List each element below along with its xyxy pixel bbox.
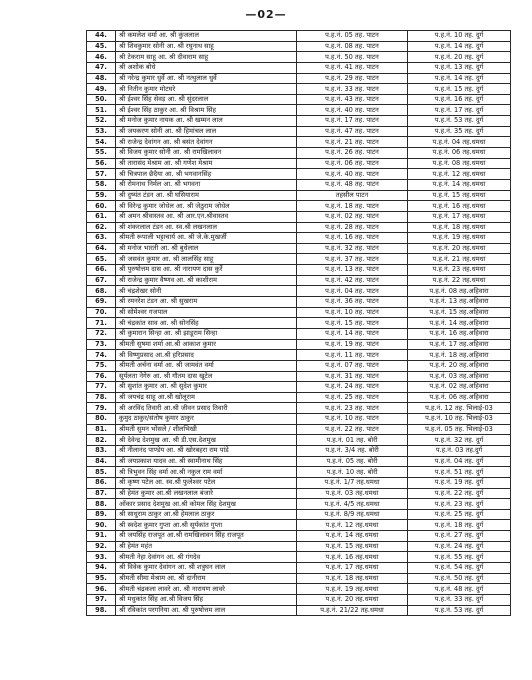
table-row (87, 169, 511, 180)
employee-name-cell: श्रीमती चंद्रकला लावरे आ. श्री नारायण लावरे (116, 584, 297, 595)
table-row (87, 254, 511, 265)
employee-name-cell: श्रीमती रूपाली भट्टाचार्य आ. श्री जे.के.मुखर्जी (116, 233, 297, 244)
serial-number-cell: 96. (87, 584, 116, 595)
employee-name-cell: श्रीमती सुषमा शर्मा आ.श्री आकाश कुमार (116, 339, 297, 350)
table-row (87, 307, 511, 318)
table-row (87, 382, 511, 393)
current-posting-cell: प.ह.नं. 20 तह.धमधा (297, 594, 408, 605)
table-row (87, 392, 511, 403)
new-posting-cell: प.ह.नं. 48 तह. दुर्ग (408, 584, 511, 595)
new-posting-cell: प.ह.नं. 54 तह. दुर्ग (408, 563, 511, 574)
serial-number-cell: 74. (87, 350, 116, 361)
current-posting-cell: प.ह.नं. 3/4 तह. बोरी (297, 445, 408, 456)
serial-number-cell: 60. (87, 201, 116, 212)
serial-number-cell: 84. (87, 456, 116, 467)
current-posting-cell: प.ह.नं. 50 तह. पाटन (297, 52, 408, 63)
new-posting-cell: प.ह.नं. 14 तह.अहिवारा (408, 318, 511, 329)
new-posting-cell: प.ह.नं. 04 तह. दुर्ग (408, 456, 511, 467)
serial-number-cell: 57. (87, 169, 116, 180)
new-posting-cell: प.ह.नं. 15 तह.धमधा (408, 190, 511, 201)
employee-name-cell: श्री जयसिंह राजपूत आ.श्री रामखिलावन सिंह राजपूत (116, 531, 297, 542)
employee-name-cell: श्री ईश्वर सिंह सेवड़ आ. श्री सुंदरलाल (116, 94, 297, 105)
serial-number-cell: 73. (87, 339, 116, 350)
employee-name-cell: श्रीमती नेहा देवांगन आ. श्री गंगदेव (116, 552, 297, 563)
table-row (87, 137, 511, 148)
table-row (87, 222, 511, 233)
serial-number-cell: 86. (87, 477, 116, 488)
employee-name-cell: श्री नरेन्द्र कुमार धुर्वे आ. श्री नत्थुलाल धुर्वे (116, 73, 297, 84)
serial-number-cell: 49. (87, 84, 116, 95)
current-posting-cell: प.ह.नं. 42 तह. पाटन (297, 275, 408, 286)
new-posting-cell: प.ह.नं. 17 तह. दुर्ग (408, 105, 511, 116)
current-posting-cell: प.ह.नं. 24 तह. पाटन (297, 382, 408, 393)
serial-number-cell: 58. (87, 179, 116, 190)
serial-number-cell: 69. (87, 297, 116, 308)
employee-name-cell: श्री स्वदेश कुमार गुप्ता आ.श्री सूर्यकांत गुप्ता (116, 520, 297, 531)
employee-name-cell: श्री नीलानंद पाण्डेय आ. श्री खोरबहरा राम पांडे (116, 445, 297, 456)
current-posting-cell: प.ह.नं. 37 तह. पाटन (297, 254, 408, 265)
current-posting-cell: प.ह.नं. 06 तह. पाटन (297, 158, 408, 169)
serial-number-cell: 79. (87, 403, 116, 414)
current-posting-cell: प.ह.नं. 32 तह. पाटन (297, 243, 408, 254)
current-posting-cell: प.ह.नं. 17 तह.धमधा (297, 563, 408, 574)
current-posting-cell: प.ह.नं. 15 तह.धमधा (297, 541, 408, 552)
new-posting-cell: प.ह.नं. 03 तह.अहिवारा (408, 371, 511, 382)
new-posting-cell: प.ह.नं. 55 तह. दुर्ग (408, 552, 511, 563)
serial-number-cell: 65. (87, 254, 116, 265)
table-row (87, 594, 511, 605)
employee-name-cell: श्री जयचंद्र साहू आ.श्री खोलूराम (116, 392, 297, 403)
current-posting-cell: प.ह.नं. 33 तह. पाटन (297, 84, 408, 95)
current-posting-cell: प.ह.नं. 31 तह. पाटन (297, 371, 408, 382)
employee-name-cell: श्री मधुकांत सिंह आ.श्री विजय सिंह (116, 594, 297, 605)
serial-number-cell: 68. (87, 286, 116, 297)
table-row (87, 350, 511, 361)
serial-number-cell: 53. (87, 126, 116, 137)
new-posting-cell: प.ह.नं. 22 तह.धमधा (408, 275, 511, 286)
table-row (87, 233, 511, 244)
current-posting-cell: प.ह.नं. 15 तह. पाटन (297, 318, 408, 329)
table-row (87, 73, 511, 84)
serial-number-cell: 51. (87, 105, 116, 116)
new-posting-cell: प.ह.नं. 24 तह. दुर्ग (408, 541, 511, 552)
new-posting-cell: प.ह.नं. 20 तह.अहिवारा (408, 360, 511, 371)
current-posting-cell: प.ह.नं. 28 तह. पाटन (297, 222, 408, 233)
table-row (87, 318, 511, 329)
serial-number-cell: 98. (87, 605, 116, 616)
serial-number-cell: 81. (87, 424, 116, 435)
serial-number-cell: 88. (87, 499, 116, 510)
employee-name-cell: श्री शंकरलाल टंडन आ. स्व.श्री लखनलाल (116, 222, 297, 233)
table-row (87, 605, 511, 616)
current-posting-cell: प.ह.नं. 17 तह. पाटन (297, 116, 408, 127)
current-posting-cell: प.ह.नं. 19 तह. पाटन (297, 339, 408, 350)
serial-number-cell: 80. (87, 414, 116, 425)
serial-number-cell: 46. (87, 52, 116, 63)
table-row (87, 584, 511, 595)
table-row (87, 328, 511, 339)
current-posting-cell: प.ह.नं. 8/9 तह.धमधा (297, 509, 408, 520)
transfer-table-body (87, 31, 511, 616)
serial-number-cell: 59. (87, 190, 116, 201)
current-posting-cell: प.ह.नं. 1/7 तह.धमधा (297, 477, 408, 488)
new-posting-cell: प.ह.नं. 17 तह.अहिवारा (408, 339, 511, 350)
table-row (87, 201, 511, 212)
employee-name-cell: श्री विजय कुमार सोनी आ. श्री रामखिलावन (116, 148, 297, 159)
employee-name-cell: श्री कृष्ण पटेल आ. स्व.श्री फुलेश्वर पटेल (116, 477, 297, 488)
employee-name-cell: श्री दुष्यंत टंडन आ. श्री घसियाराम (116, 190, 297, 201)
new-posting-cell: प.ह.नं. 15 तह.अहिवारा (408, 307, 511, 318)
current-posting-cell: प.ह.नं. 29 तह. पाटन (297, 73, 408, 84)
table-row (87, 445, 511, 456)
serial-number-cell: 93. (87, 552, 116, 563)
employee-name-cell: श्री अरविंद तिवारी आ.श्री जीवन प्रसाद तिवारी (116, 403, 297, 414)
current-posting-cell: प.ह.नं. 11 तह. पाटन (297, 350, 408, 361)
serial-number-cell: 72. (87, 328, 116, 339)
employee-name-cell: श्री चित्रपाल छैदैया आ. श्री भगवानसिंह (116, 169, 297, 180)
serial-number-cell: 62. (87, 222, 116, 233)
current-posting-cell: प.ह.नं. 43 तह. पाटन (297, 94, 408, 105)
current-posting-cell: प.ह.नं. 21 तह. पाटन (297, 137, 408, 148)
current-posting-cell: प.ह.नं. 16 तह. पाटन (297, 233, 408, 244)
table-row (87, 148, 511, 159)
serial-number-cell: 97. (87, 594, 116, 605)
serial-number-cell: 61. (87, 211, 116, 222)
employee-name-cell: श्री जसवंत कुमार आ. श्री लालसिंह साहू (116, 254, 297, 265)
serial-number-cell: 45. (87, 41, 116, 52)
table-row (87, 94, 511, 105)
current-posting-cell: तहसील पाटन (297, 190, 408, 201)
table-row (87, 84, 511, 95)
employee-name-cell: श्री अमन श्रीवास्तव आ. श्री आर.एन.श्रीवास्तव (116, 211, 297, 222)
page-number: —02— (245, 8, 287, 21)
new-posting-cell: प.ह.नं. 13 तह.अहिवारा (408, 297, 511, 308)
current-posting-cell: प.ह.नं. 10 तह. बोरी (297, 467, 408, 478)
current-posting-cell: प.ह.नं. 04 तह. पाटन (297, 286, 408, 297)
employee-name-cell: श्री त्रिभुवन सिंह वर्मा आ.श्री नकुल राम वर्मा (116, 467, 297, 478)
employee-name-cell: श्री सोमेश्वर गजपाल (116, 307, 297, 318)
employee-name-cell: श्री विवेक कुमार देवांगन आ. श्री शत्रुघन लाल (116, 563, 297, 574)
new-posting-cell: प.ह.नं. 50 तह. दुर्ग (408, 573, 511, 584)
table-row (87, 552, 511, 563)
new-posting-cell: प.ह.नं. 03 तह.दुर्ग (408, 445, 511, 456)
table-row (87, 360, 511, 371)
employee-name-cell: श्री कुमारान सिन्हा आ. श्री झाडूराम सिन्हा (116, 328, 297, 339)
new-posting-cell: प.ह.नं. 51 तह. दुर्ग (408, 467, 511, 478)
current-posting-cell: प.ह.नं. 25 तह. पाटन (297, 392, 408, 403)
new-posting-cell: प.ह.नं. 10 तह. दुर्ग (408, 31, 511, 42)
employee-name-cell: श्रीमती सुमन भोंसले / शीलभिखी (116, 424, 297, 435)
table-row (87, 541, 511, 552)
table-row (87, 190, 511, 201)
current-posting-cell: प.ह.नं. 21/22 तह.धमधा (297, 605, 408, 616)
serial-number-cell: 56. (87, 158, 116, 169)
table-row (87, 414, 511, 425)
new-posting-cell: प.ह.नं. 25 तह. दुर्ग (408, 509, 511, 520)
new-posting-cell: प.ह.नं. 18 तह.धमधा (408, 222, 511, 233)
employee-name-cell: श्री मनोज कुमार नायक आ. श्री खम्मन लाल (116, 116, 297, 127)
employee-name-cell: श्री रविकांत परगनिया आ. श्री पुरुषोत्तम लाल (116, 605, 297, 616)
new-posting-cell: प.ह.नं. 12 तह. भिलाई-03 (408, 403, 511, 414)
employee-name-cell: श्री विष्णुप्रसाद आ.श्री हरिप्रसाद (116, 350, 297, 361)
employee-name-cell: कुमुद ठाकुर/संतोष कुमार ठाकुर (116, 414, 297, 425)
new-posting-cell: प.ह.नं. 33 तह. दुर्ग (408, 594, 511, 605)
serial-number-cell: 94. (87, 563, 116, 574)
new-posting-cell: प.ह.नं. 23 तह. दुर्ग (408, 499, 511, 510)
table-row (87, 531, 511, 542)
current-posting-cell: प.ह.नं. 02 तह. पाटन (297, 211, 408, 222)
employee-name-cell: श्री जयकरण सोनी आ. श्री हिमांचल लाल (116, 126, 297, 137)
new-posting-cell: प.ह.नं. 53 तह. दुर्ग (408, 605, 511, 616)
serial-number-cell: 78. (87, 392, 116, 403)
current-posting-cell: प.ह.नं. 16 तह.धमधा (297, 552, 408, 563)
current-posting-cell: प.ह.नं. 40 तह. पाटन (297, 169, 408, 180)
current-posting-cell: प.ह.नं. 03 तह.धमधा (297, 488, 408, 499)
table-row (87, 179, 511, 190)
new-posting-cell: प.ह.नं. 21 तह.धमधा (408, 254, 511, 265)
employee-name-cell: श्री विरेन्द्र कुमार जोधेल आ. श्री जेठुराम जोधेल (116, 201, 297, 212)
current-posting-cell: प.ह.नं. 4/5 तह.धमधा (297, 499, 408, 510)
new-posting-cell: प.ह.नं. 32 तह. दुर्ग (408, 435, 511, 446)
new-posting-cell: प.ह.नं. 08 तह.धमधा (408, 158, 511, 169)
table-row (87, 371, 511, 382)
employee-name-cell: श्री ईश्वर सिंह ठाकुर आ. श्री विश्राम सिंह (116, 105, 297, 116)
table-row (87, 211, 511, 222)
serial-number-cell: 67. (87, 275, 116, 286)
table-row (87, 488, 511, 499)
employee-name-cell: श्री पुरुषोत्तम दास आ. श्री नारायण दास कुर्रे (116, 265, 297, 276)
serial-number-cell: 70. (87, 307, 116, 318)
new-posting-cell: प.ह.नं. 27 तह. दुर्ग (408, 531, 511, 542)
table-row (87, 243, 511, 254)
table-row (87, 520, 511, 531)
current-posting-cell: प.ह.नं. 05 तह. बोरी (297, 456, 408, 467)
current-posting-cell: प.ह.नं. 05 तह. पाटन (297, 31, 408, 42)
table-row (87, 297, 511, 308)
new-posting-cell: प.ह.नं. 22 तह. दुर्ग (408, 488, 511, 499)
new-posting-cell: प.ह.नं. 18 तह. दुर्ग (408, 520, 511, 531)
table-row (87, 467, 511, 478)
new-posting-cell: प.ह.नं. 12 तह.धमधा (408, 169, 511, 180)
current-posting-cell: प.ह.नं. 01 तह. बोरी (297, 435, 408, 446)
new-posting-cell: प.ह.नं. 15 तह. दुर्ग (408, 84, 511, 95)
serial-number-cell: 82. (87, 435, 116, 446)
employee-name-cell: श्रीमती सीमा मेश्राम आ. श्री दानीराम (116, 573, 297, 584)
serial-number-cell: 71. (87, 318, 116, 329)
employee-name-cell: श्री नितीन कुमार मोटघरे (116, 84, 297, 95)
new-posting-cell: प.ह.नं. 16 तह. दुर्ग (408, 94, 511, 105)
serial-number-cell: 48. (87, 73, 116, 84)
employee-name-cell: श्री रमनरेश टंडन आ. श्री सुखराम (116, 297, 297, 308)
serial-number-cell: 50. (87, 94, 116, 105)
current-posting-cell: प.ह.नं. 07 तह. पाटन (297, 360, 408, 371)
current-posting-cell: प.ह.नं. 48 तह. पाटन (297, 179, 408, 190)
current-posting-cell: प.ह.नं. 18 तह. पाटन (297, 201, 408, 212)
employee-name-cell: श्री राजेन्द्र देवांगन आ. श्री बसंत देवांगन (116, 137, 297, 148)
new-posting-cell: प.ह.नं. 08 तह.अहिवारा (408, 286, 511, 297)
new-posting-cell: प.ह.नं. 16 तह.धमधा (408, 201, 511, 212)
current-posting-cell: प.ह.नं. 14 तह.धमधा (297, 531, 408, 542)
current-posting-cell: प.ह.नं. 40 तह. पाटन (297, 105, 408, 116)
table-row (87, 563, 511, 574)
current-posting-cell: प.ह.नं. 18 तह.धमधा (297, 573, 408, 584)
new-posting-cell: प.ह.नं. 20 तह. दुर्ग (408, 52, 511, 63)
current-posting-cell: प.ह.नं. 14 तह. पाटन (297, 328, 408, 339)
serial-number-cell: 66. (87, 265, 116, 276)
serial-number-cell: 83. (87, 445, 116, 456)
new-posting-cell: प.ह.नं. 14 तह.धमधा (408, 179, 511, 190)
employee-name-cell: श्री अशोक बोधे (116, 62, 297, 73)
current-posting-cell: प.ह.नं. 36 तह. पाटन (297, 297, 408, 308)
table-row (87, 456, 511, 467)
employee-name-cell: श्री शिवकुमार सोनी आ. श्री रघुनाथ साहू (116, 41, 297, 52)
new-posting-cell: प.ह.नं. 06 तह.अहिवारा (408, 392, 511, 403)
table-row (87, 116, 511, 127)
current-posting-cell: प.ह.नं. 10 तह. पाटन (297, 307, 408, 318)
new-posting-cell: प.ह.नं. 23 तह.धमधा (408, 265, 511, 276)
table-row (87, 275, 511, 286)
employee-name-cell: श्री देवेन्द्र देशमुख आ. श्री डी.एस.देशमुख (116, 435, 297, 446)
serial-number-cell: 44. (87, 31, 116, 42)
employee-name-cell: श्री मनोज भारती आ. श्री बुधेलाल (116, 243, 297, 254)
employee-name-cell: श्री राजेन्द्र कुमार वैष्णव आ. श्री काशीराम (116, 275, 297, 286)
table-row (87, 286, 511, 297)
serial-number-cell: 47. (87, 62, 116, 73)
new-posting-cell: प.ह.नं. 19 तह. दुर्ग (408, 477, 511, 488)
serial-number-cell: 91. (87, 531, 116, 542)
new-posting-cell: प.ह.नं. 53 तह. दुर्ग (408, 116, 511, 127)
table-row (87, 158, 511, 169)
employee-name-cell: श्री कमलेश वर्मा आ. श्री कुंजलाल (116, 31, 297, 42)
current-posting-cell: प.ह.नं. 10 तह. पाटन (297, 414, 408, 425)
employee-name-cell: श्री तारासंद मेश्राम आ. श्री गणेश मेश्राम (116, 158, 297, 169)
table-row (87, 509, 511, 520)
serial-number-cell: 52. (87, 116, 116, 127)
new-posting-cell: प.ह.नं. 13 तह. दुर्ग (408, 62, 511, 73)
new-posting-cell: प.ह.नं. 10 तह. भिलाई-03 (408, 414, 511, 425)
serial-number-cell: 64. (87, 243, 116, 254)
table-row (87, 339, 511, 350)
new-posting-cell: प.ह.नं. 14 तह. दुर्ग (408, 41, 511, 52)
transfer-table (86, 30, 511, 616)
employee-name-cell: श्री सुशांत कुमार आ. श्री सुदेश कुमार (116, 382, 297, 393)
new-posting-cell: प.ह.नं. 16 तह.अहिवारा (408, 328, 511, 339)
employee-name-cell: श्री साधुराम ठाकुर आ.श्री हेमलाल ठाकुर (116, 509, 297, 520)
current-posting-cell: प.ह.नं. 26 तह. पाटन (297, 148, 408, 159)
new-posting-cell: प.ह.नं. 02 तह.अहिवारा (408, 382, 511, 393)
new-posting-cell: प.ह.नं. 17 तह.धमधा (408, 211, 511, 222)
table-row (87, 573, 511, 584)
table-row (87, 265, 511, 276)
employee-name-cell: श्री जयप्रकाश यादव आ. श्री स्वामीनाथ सिंह (116, 456, 297, 467)
employee-name-cell: श्री चंद्रशेखर सोनी (116, 286, 297, 297)
current-posting-cell: प.ह.नं. 08 तह. पाटन (297, 41, 408, 52)
serial-number-cell: 55. (87, 148, 116, 159)
new-posting-cell: प.ह.नं. 18 तह.अहिवारा (408, 350, 511, 361)
table-row (87, 435, 511, 446)
employee-name-cell: श्री चंद्रकांत साव आ. श्री सोनसिंह (116, 318, 297, 329)
serial-number-cell: 63. (87, 233, 116, 244)
table-row (87, 499, 511, 510)
serial-number-cell: 75. (87, 360, 116, 371)
employee-name-cell: श्री रोमनाथ निर्मल आ. श्री भगवना (116, 179, 297, 190)
serial-number-cell: 89. (87, 509, 116, 520)
serial-number-cell: 54. (87, 137, 116, 148)
table-row (87, 424, 511, 435)
new-posting-cell: प.ह.नं. 20 तह.धमधा (408, 243, 511, 254)
employee-name-cell: श्री हेमंत कुमार आ.श्री लखनलाल बंजारे (116, 488, 297, 499)
employee-name-cell: श्रीमती अर्चना वर्मा आ. श्री जामवंत वर्मा (116, 360, 297, 371)
serial-number-cell: 85. (87, 467, 116, 478)
current-posting-cell: प.ह.नं. 19 तह.धमधा (297, 584, 408, 595)
employee-name-cell: श्री हेमंत महंत (116, 541, 297, 552)
current-posting-cell: प.ह.नं. 22 तह. पाटन (297, 424, 408, 435)
serial-number-cell: 76. (87, 371, 116, 382)
serial-number-cell: 87. (87, 488, 116, 499)
table-row (87, 403, 511, 414)
new-posting-cell: प.ह.नं. 05 तह. भिलाई-03 (408, 424, 511, 435)
employee-name-cell: सूर्यलता नेगेरु आ. श्री गौतम दास खूटेल (116, 371, 297, 382)
new-posting-cell: प.ह.नं. 35 तह. दुर्ग (408, 126, 511, 137)
new-posting-cell: प.ह.नं. 06 तह.धमधा (408, 148, 511, 159)
serial-number-cell: 77. (87, 382, 116, 393)
new-posting-cell: प.ह.नं. 19 तह.धमधा (408, 233, 511, 244)
employee-name-cell: ओंकार प्रसाद देशमुख आ.श्री कोमल सिंह देशमुख (116, 499, 297, 510)
table-row (87, 477, 511, 488)
current-posting-cell: प.ह.नं. 47 तह. पाटन (297, 126, 408, 137)
employee-name-cell: श्री टेकराम साहू आ. श्री दीवाराम साहू (116, 52, 297, 63)
table-row (87, 41, 511, 52)
current-posting-cell: प.ह.नं. 12 तह.धमधा (297, 520, 408, 531)
serial-number-cell: 95. (87, 573, 116, 584)
new-posting-cell: प.ह.नं. 14 तह. दुर्ग (408, 73, 511, 84)
current-posting-cell: प.ह.नं. 23 तह. पाटन (297, 403, 408, 414)
serial-number-cell: 92. (87, 541, 116, 552)
table-row (87, 105, 511, 116)
current-posting-cell: प.ह.नं. 41 तह. पाटन (297, 62, 408, 73)
serial-number-cell: 90. (87, 520, 116, 531)
table-row (87, 126, 511, 137)
table-row (87, 52, 511, 63)
table-row (87, 62, 511, 73)
new-posting-cell: प.ह.नं. 04 तह.धमधा (408, 137, 511, 148)
current-posting-cell: प.ह.नं. 13 तह. पाटन (297, 265, 408, 276)
table-row (87, 31, 511, 42)
